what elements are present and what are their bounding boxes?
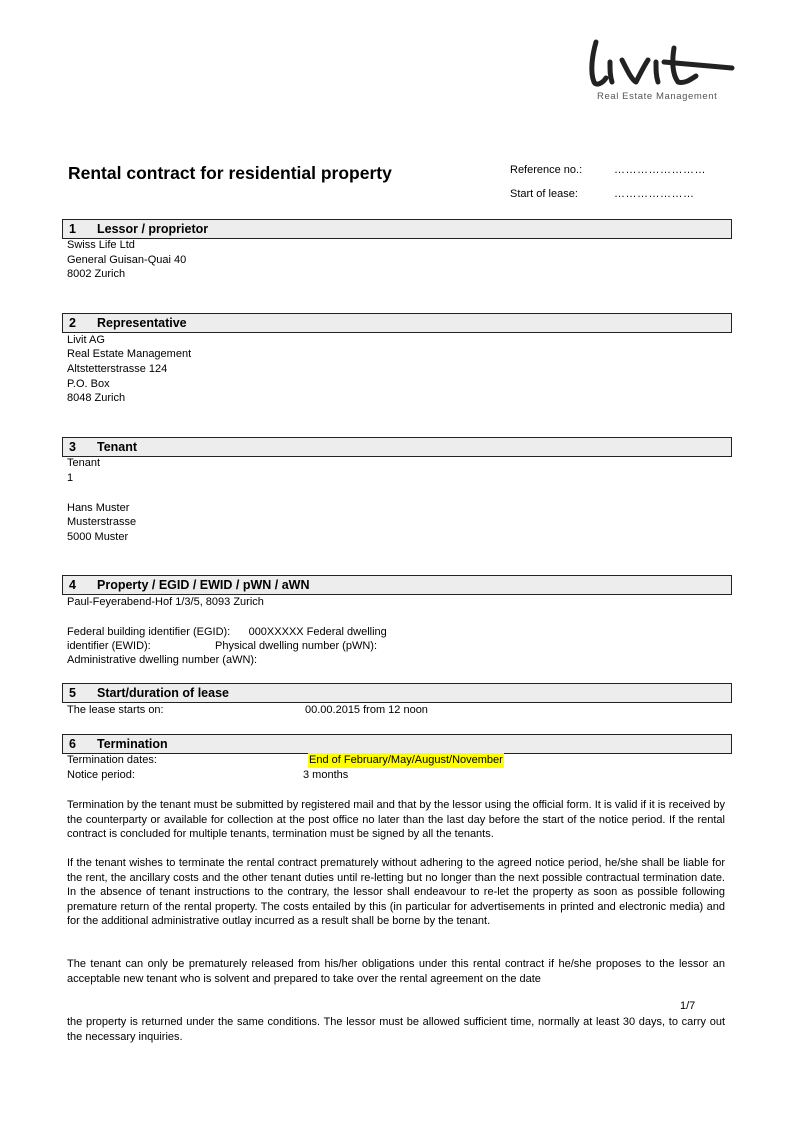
section-6-header [62,734,732,754]
notice-period-value: 3 months [303,769,349,781]
termination-paragraph-2: If the tenant wishes to terminate the rental contract prematurely without adhering to the agreed notice period, he/she shall be liable for the rent, the ancillary costs and the other tenant duties until re-letting but no longer than the next possible contractual termination date. In the absence of tenant instructions to the contrary, the lessor shall endeavour to re-let the property as soon as possible following premature return of the rental property. The costs entailed by this (in particular for advertisements in printed and electronic media) and for the additional administrative outlay incurred as a result shall be borne by the tenant. [67,857,725,927]
ewid-label: identifier (EWID): [67,640,151,652]
section-5-header [62,683,732,703]
section-3-header [62,437,732,457]
section-1-header [62,219,732,239]
tenant-count: 1 [67,472,74,484]
logo-tagline: Real Estate Management [597,91,718,102]
termination-paragraph-3: The tenant can only be prematurely released from his/her obligations under this rental contract if he/she proposes to the lessor an acceptable new tenant who is solvent and prepared to take over the rental agreement on the date [67,958,725,985]
lessor-city: 8002 Zurich [67,268,126,280]
tenant-street: Musterstrasse [67,516,137,528]
section-4-header [62,575,732,595]
tenant-label: Tenant [67,457,101,469]
termination-paragraph-1: Termination by the tenant must be submitted by registered mail and that by the lessor using the official form. It is valid if it is received by the counterparty or available for collection at the post office no later than the last day before the start of the notice period. If the rental contract is concluded for multiple tenants, termination must be signed by all the tenants. [67,799,725,840]
section-number: 1 [69,222,76,236]
section-title: Lessor / proprietor [97,222,209,236]
reference-value[interactable]: …………………… [614,164,706,176]
section-title: Termination [97,737,168,751]
start-of-lease-label: Start of lease: [510,188,578,200]
section-number: 4 [69,578,76,592]
start-of-lease-value[interactable]: ………………… [614,188,695,200]
representative-street: Altstetterstrasse 124 [67,363,168,375]
termination-dates-label: Termination dates: [67,754,157,766]
section-number: 2 [69,316,76,330]
termination-dates-value: End of February/May/August/November [309,754,503,766]
lessor-street: General Guisan-Quai 40 [67,254,187,266]
property-address: Paul-Feyerabend-Hof 1/3/5, 8093 Zurich [67,596,264,608]
pwn-label: Physical dwelling number (pWN): [215,640,377,652]
livit-logo [588,38,736,90]
representative-city: 8048 Zurich [67,392,126,404]
section-2-header [62,313,732,333]
lease-start-label: The lease starts on: [67,704,164,716]
representative-dept: Real Estate Management [67,348,192,360]
lease-start-value: 00.00.2015 from 12 noon [305,704,428,716]
tenant-name: Hans Muster [67,502,130,514]
page-title: Rental contract for residential property [68,163,392,183]
section-title: Tenant [97,440,138,454]
termination-paragraph-4: the property is returned under the same conditions. The lessor must be allowed sufficient time, normally at least 30 days, to carry out the necessary inquiries. [67,1016,725,1043]
lessor-name: Swiss Life Ltd [67,239,135,251]
section-number: 3 [69,440,76,454]
section-title: Start/duration of lease [97,686,229,700]
section-title: Property / EGID / EWID / pWN / aWN [97,578,310,592]
awn-label: Administrative dwelling number (aWN): [67,654,258,666]
tenant-city: 5000 Muster [67,531,129,543]
egid-line: Federal building identifier (EGID): 000XXXXX Federal dwelling [67,626,387,638]
page-number: 1/7 [680,1000,696,1012]
representative-pobox: P.O. Box [67,378,110,390]
section-number: 6 [69,737,76,751]
reference-label: Reference no.: [510,164,583,176]
notice-period-label: Notice period: [67,769,135,781]
section-title: Representative [97,316,187,330]
section-number: 5 [69,686,76,700]
representative-name: Livit AG [67,334,105,346]
